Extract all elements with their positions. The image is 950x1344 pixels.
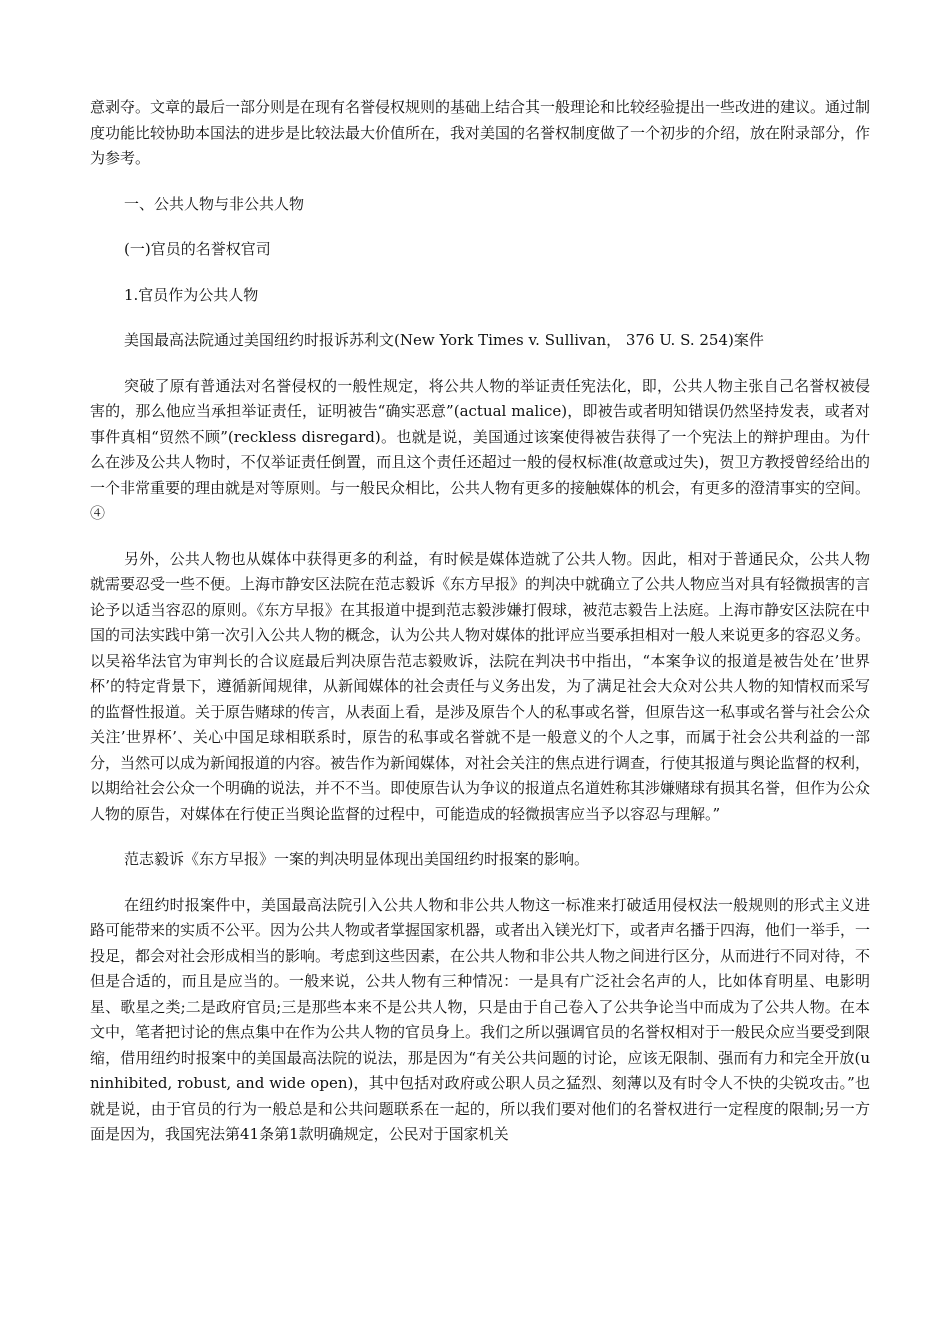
document-page	[90, 95, 870, 1168]
paragraph-influence: 范志毅诉《东方早报》一案的判决明显体现出美国纽约时报案的影响。	[124, 850, 590, 868]
section-heading-public-figures: 一、公共人物与非公共人物	[124, 194, 305, 213]
paragraph-intro-continuation: 意剥夺。文章的最后一部分则是在现有名誉侵权规则的基础上结合其一般理论和比较经验提出一些改进的建议。通过制度功能比较协助本国法的进步是比较法最大价值所在，我对美国的名誉权制度做了一个初步的介绍，放在附录部分，作为参考。	[90, 98, 871, 167]
subsubsection-heading-officials: 1.官员作为公共人物	[124, 285, 259, 304]
subsection-heading-official-lawsuits: (一)官员的名誉权官司	[124, 240, 271, 258]
paragraph-actual-malice: 突破了原有普通法对名誉侵权的一般性规定，将公共人物的举证责任宪法化，即，公共人物主张自己名誉权被侵害的，那么他应当承担举证责任，证明被告“确实恶意”(actual malice)，即被告或者明知错误仍然坚持发表，或者对事件真相“贸然不顾”(reckless disregard)。也就是说，美国通过该案使得被告获得了一个宪法上的辩护理由。为什么在涉及公共人物时，不仅举证责任倒置，而且这个责任还超过一般的侵权标准(故意或过失)，贺卫方教授曾经给出的一个非常重要的理由就是对等原则。与一般民众相比，公共人物有更多的接触媒体的机会，有更多的澄清事实的空间。④	[90, 376, 871, 522]
paragraph-nyt-case: 美国最高法院通过美国纽约时报诉苏利文(New York Times v. Sullivan， 376 U. S. 254)案件	[124, 331, 764, 349]
paragraph-public-figure-types: 在纽约时报案件中，美国最高法院引入公共人物和非公共人物这一标准来打破适用侵权法一般规则的形式主义进路可能带来的实质不公平。因为公共人物或者掌握国家机器，或者出入镁光灯下，或者声名播于四海，他们一举手，一投足，都会对社会形成相当的影响。考虑到这些因素，在公共人物和非公共人物之间进行区分，从而进行不同对待，不但是合适的，而且是应当的。一般来说，公共人物有三种情况：一是具有广泛社会名声的人，比如体育明星、电影明星、歌星之类;二是政府官员;三是那些本来不是公共人物，只是由于自己卷入了公共争论当中而成为了公共人物。在本文中，笔者把讨论的焦点集中在作为公共人物的官员身上。我们之所以强调官员的名誉权相对于一般民众应当要受到限缩，借用纽约时报案中的美国最高法院的说法，那是因为“有关公共问题的讨论，应该无限制、强而有力和完全开放(uninhibited, robust, and wide open)，其中包括对政府或公职人员之猛烈、刻薄以及有时令人不快的尖锐攻击。”也就是说，由于官员的行为一般总是和公共问题联系在一起的，所以我们要对他们的名誉权进行一定程度的限制;另一方面是因为，我国宪法第41条第1款明确规定，公民对于国家机关	[90, 895, 871, 1143]
paragraph-fan-zhiyi-case: 另外，公共人物也从媒体中获得更多的利益，有时候是媒体造就了公共人物。因此，相对于普通民众，公共人物就需要忍受一些不便。上海市静安区法院在范志毅诉《东方早报》的判决中就确立了公共人物应当对具有轻微损害的言论予以适当容忍的原则。《东方早报》在其报道中提到范志毅涉嫌打假球，被范志毅告上法庭。上海市静安区法院在中国的司法实践中第一次引入公共人物的概念，认为公共人物对媒体的批评应当要承担相对一般人来说更多的容忍义务。以吴裕华法官为审判长的合议庭最后判决原告范志毅败诉，法院在判决书中指出，“本案争议的报道是被告处在’世界杯’的特定背景下，遵循新闻规律，从新闻媒体的社会责任与义务出发，为了满足社会大众对公共人物的知情权而采写的监督性报道。关于原告赌球的传言，从表面上看，是涉及原告个人的私事或名誉，但原告这一私事或名誉与社会公众关注’世界杯’、关心中国足球相联系时，原告的私事或名誉就不是一般意义的个人之事，而属于社会公共利益的一部分，当然可以成为新闻报道的内容。被告作为新闻媒体，对社会关注的焦点进行调查，行使其报道与舆论监督的权利，以期给社会公众一个明确的说法，并不不当。即使原告认为争议的报道点名道姓称其涉嫌赌球有损其名誉，但作为公众人物的原告，对媒体在行使正当舆论监督的过程中，可能造成的轻微损害应当予以容忍与理解。”	[90, 549, 871, 823]
